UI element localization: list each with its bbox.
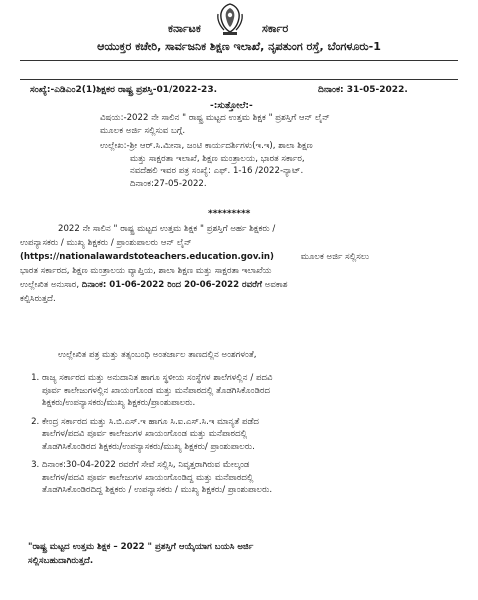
- reference-line-4: ದಿನಾಂಕ:27-05-2022.: [130, 178, 207, 189]
- p1-line-1: 2022 ನೇ ಸಾಲಿನ " ರಾಷ್ಟ್ರ ಮಟ್ಟದ ಉತ್ತಮ ಶಿಕ್ಷಕ " ಪ್ರಶಸ್ತಿಗೆ ಅರ್ಹ ಶಿಕ್ಷಕರು /: [58, 224, 276, 234]
- subject-block: [100, 112, 460, 137]
- header-state-left: ಕರ್ನಾಟಕ: [168, 22, 201, 35]
- circular-title: -:ಸುತ್ತೋಲೆ:-: [210, 101, 253, 111]
- reference-line-2: ಮತ್ತು ಸಾಕ್ಷರತಾ ಇಲಾಖೆ, ಶಿಕ್ಷಣ ಮಂತ್ರಾಲಯ, ಭಾರತ ಸರ್ಕಾರ,: [130, 153, 305, 164]
- reference-line-3: ನವದೆಹಲಿ ಇವರ ಪತ್ರ ಸಂಖ್ಯೆ: ಎಫ್. 1-16 /2022-ನ್ಯಾಟ್.: [130, 166, 304, 176]
- header-office: ಆಯುಕ್ತರ ಕಚೇರಿ, ಸಾರ್ವಜನಿಕ ಶಿಕ್ಷಣ ಇಲಾಖೆ, ನೃಪತುಂಗ ರಸ್ತೆ, ಬೆಂಗಳೂರು-1: [97, 40, 381, 53]
- p1-line-3: (https://nationalawardstoteachers.education.gov.in) ಮೂಲಕ ಅರ್ಜಿ ಸಲ್ಲಿಸಲು: [20, 252, 370, 262]
- karnataka-emblem-icon: [214, 2, 246, 36]
- reference-line-1: ಉಲ್ಲೇಖ:-ಶ್ರೀ ಆರ್.ಸಿ.ಮೀನಾ, ಜಂಟಿ ಕಾರ್ಯದರ್ಶಿಗಳು(ಇ.ಇ), ಶಾಲಾ ಶಿಕ್ಷಣ: [100, 141, 313, 151]
- header-rule-top: [20, 60, 458, 61]
- paragraph-1: [20, 222, 460, 306]
- award-portal-link[interactable]: (https://nationalawardstoteachers.education.gov.in): [20, 252, 274, 262]
- separator: *********: [208, 209, 251, 219]
- footer-line-2: ಸಲ್ಲಿಸಬಹುದಾಗಿರುತ್ತದೆ.: [28, 556, 94, 566]
- ref-date: ದಿನಾಂಕ: 31-05-2022.: [318, 85, 408, 95]
- p1-line-4: ಭಾರತ ಸರ್ಕಾರದ, ಶಿಕ್ಷಣ ಮಂತ್ರಾಲಯ ವ್ಯಾಪ್ತಿಯ, ಶಾಲಾ ಶಿಕ್ಷಣ ಮತ್ತು ಸಾಕ್ಷರತಾ ಇಲಾಖೆಯ: [20, 266, 272, 276]
- subject-line-2: ಮೂಲಕ ಅರ್ಜಿ ಸಲ್ಲಿಸುವ ಬಗ್ಗೆ.: [100, 125, 186, 136]
- header-state-right: ಸರ್ಕಾರ: [262, 22, 289, 35]
- p1-line-2: ಉಪನ್ಯಾಸಕರು / ಮುಖ್ಯ ಶಿಕ್ಷಕರು / ಪ್ರಾಂಶುಪಾಲರು ಆನ್ ಲೈನ್: [20, 238, 192, 248]
- application-window-dates: ದಿನಾಂಕ: 01-06-2022 ರಿಂದ 20-06-2022 ರವರೆಗೆ: [81, 280, 263, 290]
- list-item: 1. ರಾಜ್ಯ ಸರ್ಕಾರದ ಮತ್ತು ಅನುದಾನಿತ ಹಾಗೂ ಸ್ಥಳೀಯ ಸಂಸ್ಥೆಗಳ ಶಾಲೆಗಳಲ್ಲಿನ / ಪದವಿ ಪೂರ್ವ ಕಾಲೇಜುಗಳಲ್ಲಿನ ಖಾಯಂಗೊಂಡ ಮತ್ತು ಮನೆಪಾಠದಲ್ಲಿ ತೊಡಗಿಸಿಕೊಂಡಿರದ ಶಿಕ್ಷಕರು/ಉಪನ್ಯಾಸಕರು/ಮುಖ್ಯ ಶಿಕ್ಷಕರು/ಪ್ರಾಂಶುಪಾಲರು.: [42, 372, 478, 410]
- subject-line-1: ವಿಷಯ:-2022 ನೇ ಸಾಲಿನ " ರಾಷ್ಟ್ರ ಮಟ್ಟದ ಉತ್ತಮ ಶಿಕ್ಷಕ " ಪ್ರಶಸ್ತಿಗೆ ಆನ್ ಲೈನ್: [100, 113, 330, 123]
- list-item: 3. ದಿನಾಂಕ:30-04-2022 ರವರೆಗೆ ಸೇವೆ ಸಲ್ಲಿಸಿ, ನಿವೃತ್ತರಾಗಿರುವ ಮೇಲ್ಕಂಡ ಶಾಲೆಗಳ/ಪದವಿ ಪೂರ್ವ ಕಾಲೇಜುಗಳ ಖಾಯಂಗೊಂಡಿದ್ದ ಮತ್ತು ಮನೆಪಾಠದಲ್ಲಿ ತೊಡಗಿಸಿಕೊಂಡಿರದಿದ್ದ ಶಿಕ್ಷಕರು / ಉಪನ್ಯಾಸಕರು / ಮುಖ್ಯ ಶಿಕ್ಷಕರು/ ಪ್ರಾಂಶುಪಾಲರು.: [42, 459, 478, 497]
- p1-line-6: ಕಲ್ಪಿಸಿರುತ್ತದೆ.: [20, 294, 56, 304]
- footer-note: [28, 540, 253, 568]
- reference-block: [100, 140, 460, 190]
- list-item: 2. ಕೇಂದ್ರ ಸರ್ಕಾರದ ಮತ್ತು ಸಿ.ಬಿ.ಎಸ್.ಇ ಹಾಗೂ ಸಿ.ಐ.ಎಸ್.ಸಿ.ಇ ಮಾನ್ಯತೆ ಪಡೆದ ಶಾಲೆಗಳ/ಪದವಿ ಪೂರ್ವ ಕಾಲೇಜುಗಳ ಖಾಯಂಗೊಂಡ ಮತ್ತು ಮನೆಪಾಠದಲ್ಲಿ ತೊಡಗಿಸಿಕೊಂಡಿರದ ಶಿಕ್ಷಕರು/ಉಪನ್ಯಾಸಕರು/ಮುಖ್ಯ ಶಿಕ್ಷಕರು/ ಪ್ರಾಂಶುಪಾಲರು.: [42, 416, 478, 454]
- eligibility-list: [20, 372, 478, 503]
- paragraph-2: ಉಲ್ಲೇಖಿತ ಪತ್ರ ಮತ್ತು ತತ್ಸಂಬಂಧಿ ಅಂತರ್ಜಾಲ ತಾಣದಲ್ಲಿನ ಅಂಶಗಳಂತೆ,: [58, 350, 257, 360]
- footer-line-1: "ರಾಷ್ಟ್ರ ಮಟ್ಟದ ಉತ್ತಮ ಶಿಕ್ಷಕ – 2022 " ಪ್ರಶಸ್ತಿಗೆ ಆಯ್ಕೆಯಾಗ ಬಯಸಿ ಅರ್ಜಿ: [28, 542, 254, 552]
- ref-number: ಸಂಖ್ಯೆ:-ಎಡಿಎಂ2(1)ಶಿಕ್ಷಕರ ರಾಷ್ಟ್ರ ಪ್ರಶಸ್ತಿ-01/2022-23.: [30, 85, 217, 95]
- p1-line-5: ಉಲ್ಲೇಖಿತ ಅನುಸಾರ, ದಿನಾಂಕ: 01-06-2022 ರಿಂದ 20-06-2022 ರವರೆಗೆ ಅವಕಾಶ: [20, 280, 288, 290]
- header-rule-bottom: [20, 79, 458, 80]
